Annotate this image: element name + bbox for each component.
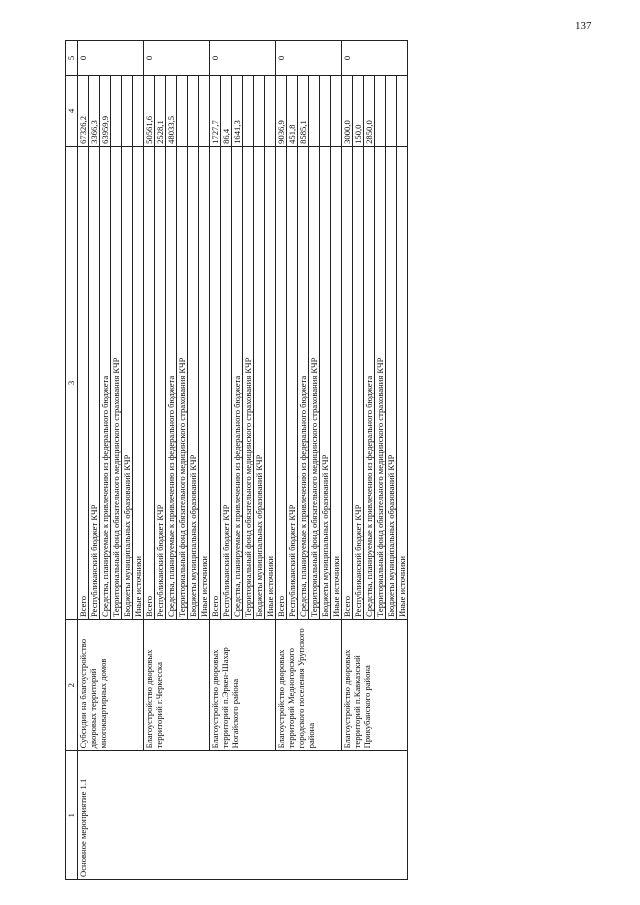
- amount-cell: [386, 75, 397, 146]
- amount-cell: [177, 75, 188, 146]
- amount-cell: [199, 75, 210, 146]
- header-row: [66, 41, 78, 880]
- funding-source-cell: Республиканский бюджет КЧР: [155, 146, 166, 619]
- funding-source-cell: Бюджеты муниципальных образований КЧР: [188, 146, 199, 619]
- amount-cell: 9036,9: [276, 75, 287, 146]
- amount-cell: 451,8: [287, 75, 298, 146]
- funding-source-cell: Территориальный фонд обязательного медицинского страхования КЧР: [177, 146, 188, 619]
- funding-source-cell: Территориальный фонд обязательного медицинского страхования КЧР: [111, 146, 122, 619]
- funding-source-cell: Средства, планируемые к привлечению из федерального бюджета: [166, 146, 177, 619]
- territory-name-cell: Благоустройство дворовых территорий г.Черкесска: [144, 620, 210, 751]
- territory-name-cell: Субсидии на благоустройство дворовых территорий многоквартирных домов: [78, 620, 144, 751]
- amount-cell: [243, 75, 254, 146]
- page-number: 137: [575, 20, 592, 32]
- funding-source-cell: Бюджеты муниципальных образований КЧР: [320, 146, 331, 619]
- territory-name-cell: Благоустройство дворовых территорий п.Эркен-Шахар Ногайского района: [210, 620, 276, 751]
- funding-source-cell: Иные источники: [133, 146, 144, 619]
- table-body: [78, 41, 408, 880]
- amount-cell: 150,0: [353, 75, 364, 146]
- funding-source-cell: Всего: [78, 146, 89, 619]
- header-cell: 2: [66, 620, 78, 751]
- funding-source-cell: Территориальный фонд обязательного медицинского страхования КЧР: [309, 146, 320, 619]
- amount-cell: 2528,1: [155, 75, 166, 146]
- column-five-cell: 0: [276, 41, 342, 76]
- funding-source-cell: Иные источники: [331, 146, 342, 619]
- funding-source-cell: Республиканский бюджет КЧР: [353, 146, 364, 619]
- amount-cell: [188, 75, 199, 146]
- funding-source-cell: Иные источники: [199, 146, 210, 619]
- header-cell: 4: [66, 75, 78, 146]
- amount-cell: 48033,5: [166, 75, 177, 146]
- amount-cell: 8585,1: [298, 75, 309, 146]
- amount-cell: 50561,6: [144, 75, 155, 146]
- funding-source-cell: Бюджеты муниципальных образований КЧР: [122, 146, 133, 619]
- column-five-cell: 0: [210, 41, 276, 76]
- amount-cell: [133, 75, 144, 146]
- table-row: [78, 41, 89, 880]
- funding-source-cell: Средства, планируемые к привлечению из федерального бюджета: [298, 146, 309, 619]
- header-cell: 3: [66, 146, 78, 619]
- funding-source-cell: Всего: [342, 146, 353, 619]
- funding-source-cell: Территориальный фонд обязательного медицинского страхования КЧР: [243, 146, 254, 619]
- funding-source-cell: Бюджеты муниципальных образований КЧР: [386, 146, 397, 619]
- funding-source-cell: Иные источники: [265, 146, 276, 619]
- amount-cell: 3366,3: [89, 75, 100, 146]
- funding-source-cell: Республиканский бюджет КЧР: [89, 146, 100, 619]
- amount-cell: [331, 75, 342, 146]
- column-five-cell: 0: [78, 41, 144, 76]
- amount-cell: 63959,9: [100, 75, 111, 146]
- amount-cell: [254, 75, 265, 146]
- main-activity-cell: Основное мероприятие 1.1: [78, 751, 408, 880]
- funding-source-cell: Бюджеты муниципальных образований КЧР: [254, 146, 265, 619]
- funding-source-cell: Иные источники: [397, 146, 408, 619]
- amount-cell: 1727,7: [210, 75, 221, 146]
- amount-cell: [122, 75, 133, 146]
- funding-source-cell: Всего: [144, 146, 155, 619]
- funding-source-cell: Всего: [276, 146, 287, 619]
- header-cell: 1: [66, 751, 78, 880]
- amount-cell: [320, 75, 331, 146]
- amount-cell: [375, 75, 386, 146]
- column-five-cell: 0: [144, 41, 210, 76]
- amount-cell: 3000,0: [342, 75, 353, 146]
- amount-cell: 1641,3: [232, 75, 243, 146]
- funding-source-cell: Всего: [210, 146, 221, 619]
- funding-source-cell: Республиканский бюджет КЧР: [287, 146, 298, 619]
- funding-source-cell: Средства, планируемые к привлечению из федерального бюджета: [100, 146, 111, 619]
- amount-cell: [309, 75, 320, 146]
- funding-source-cell: Средства, планируемые к привлечению из федерального бюджета: [364, 146, 375, 619]
- amount-cell: 86,4: [221, 75, 232, 146]
- funding-source-cell: Средства, планируемые к привлечению из федерального бюджета: [232, 146, 243, 619]
- funding-source-cell: Республиканский бюджет КЧР: [221, 146, 232, 619]
- amount-cell: 2850,0: [364, 75, 375, 146]
- amount-cell: [265, 75, 276, 146]
- territory-name-cell: Благоустройство дворовых территорий Медногорского городского поселения Урупского района: [276, 620, 342, 751]
- funding-source-cell: Территориальный фонд обязательного медицинского страхования КЧР: [375, 146, 386, 619]
- amount-cell: [397, 75, 408, 146]
- amount-cell: [111, 75, 122, 146]
- financing-table: [65, 40, 408, 880]
- amount-cell: 67326,2: [78, 75, 89, 146]
- column-five-cell: 0: [342, 41, 408, 76]
- header-cell: 5: [66, 41, 78, 76]
- territory-name-cell: Благоустройство дворовых территорий п.Кавказский Прикубанского района: [342, 620, 408, 751]
- rotated-table-container: [65, 40, 625, 880]
